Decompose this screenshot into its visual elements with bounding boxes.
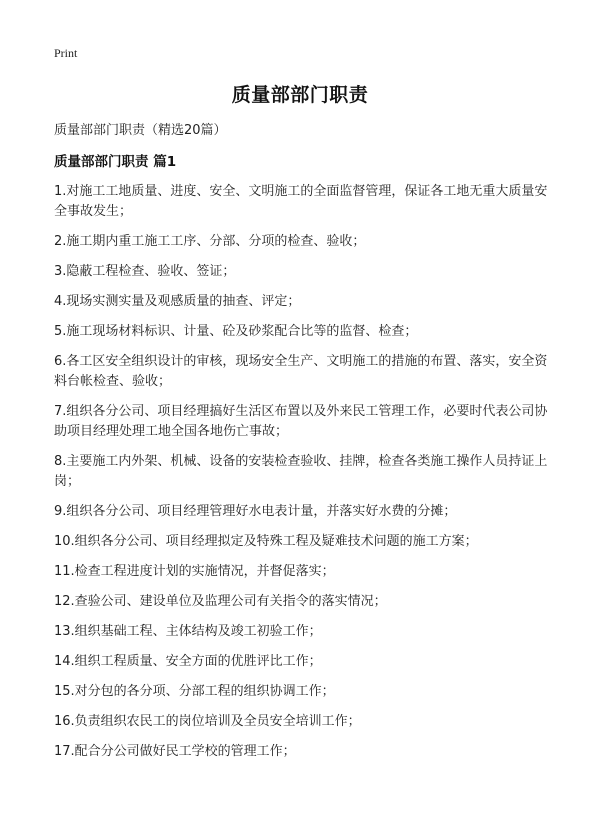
duty-item-6: 6.各工区安全组织设计的审核，现场安全生产、文明施工的措施的布置、落实，安全资料台帐检查、验收； [54,354,548,389]
document-subtitle: 质量部部门职责（精选20篇） [54,123,227,138]
duty-item-14: 14.组织工程质量、安全方面的优胜评比工作； [54,654,322,669]
duty-item-10: 10.组织各分公司、项目经理拟定及特殊工程及疑难技术问题的施工方案； [54,534,478,549]
duty-item-8: 8.主要施工内外架、机械、设备的安装检查验收、挂牌，检查各类施工操作人员持证上岗； [54,454,548,489]
duty-list [54,182,548,772]
duty-item-5: 5.施工现场材料标识、计量、砼及砂浆配合比等的监督、检查； [54,324,418,339]
duty-item-1: 1.对施工工地质量、进度、安全、文明施工的全面监督管理，保证各工地无重大质量安全事故发生； [54,184,548,219]
duty-item-12: 12.查验公司、建设单位及监理公司有关指令的落实情况； [54,594,387,609]
duty-item-9: 9.组织各分公司、项目经理管理好水电表计量，并落实好水费的分摊； [54,504,457,519]
page-title: 质量部部门职责 [231,84,369,106]
duty-item-3: 3.隐蔽工程检查、验收、签证； [54,264,236,279]
print-link[interactable]: Print [54,46,78,60]
duty-item-7: 7.组织各分公司、项目经理搞好生活区布置以及外来民工管理工作，必要时代表公司协助项目经理处理工地全国各地伤亡事故； [54,404,548,439]
duty-item-17: 17.配合分公司做好民工学校的管理工作； [54,744,296,759]
duty-item-2: 2.施工期内重工施工工序、分部、分项的检查、验收； [54,234,366,249]
duty-item-11: 11.检查工程进度计划的实施情况，并督促落实； [54,564,335,579]
duty-item-13: 13.组织基础工程、主体结构及竣工初验工作； [54,624,322,639]
duty-item-16: 16.负责组织农民工的岗位培训及全员安全培训工作； [54,714,361,729]
duty-item-15: 15.对分包的各分项、分部工程的组织协调工作； [54,684,335,699]
section-heading: 质量部部门职责 篇1 [54,154,177,170]
duty-item-4: 4.现场实测实量及观感质量的抽查、评定； [54,294,301,309]
